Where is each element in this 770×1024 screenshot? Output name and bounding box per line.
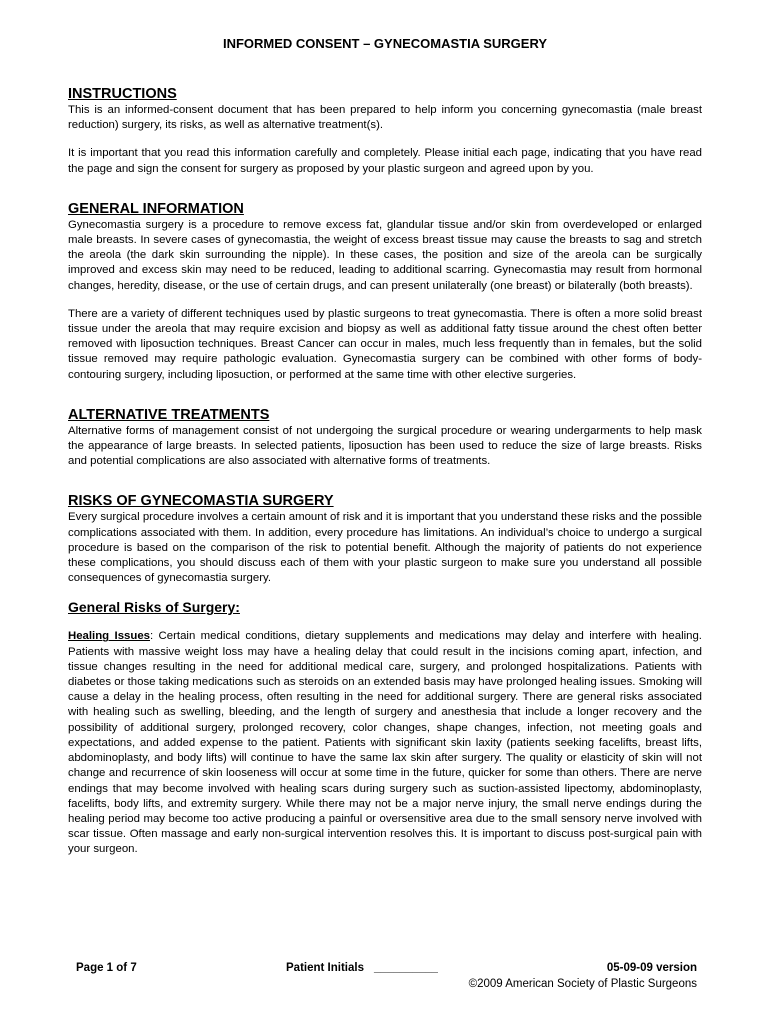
general-information-paragraph-1: Gynecomastia surgery is a procedure to remove excess fat, glandular tissue and/or skin from overdeveloped or enlarged male breasts. In severe cases of gynecomastia, the weight of excess breast tissue may cause the breasts to sag and stretch the areola (the dark skin surrounding the nipple). In these cases, the position and size of the areola can be surgically improved and excess skin may need to be reduced, leading to additional scarring. Gynecomastia may result from hormonal changes, heredity, disease, or the use of certain drugs, and can present unilaterally (one breast) or bilaterally (both breasts).: [68, 218, 702, 292]
healing-issues-paragraph: [68, 629, 702, 857]
risks-heading: RISKS OF GYNECOMASTIA SURGERY: [68, 493, 334, 510]
document-title: INFORMED CONSENT – GYNECOMASTIA SURGERY: [222, 36, 548, 51]
patient-initials: [286, 962, 438, 974]
patient-initials-label: Patient Initials: [286, 962, 364, 974]
risks-paragraph: Every surgical procedure involves a certain amount of risk and it is important that you understand these risks and the possible complications associated with them. In addition, every procedure has limitations. An individual’s choice to undergo a surgical procedure is based on the comparison of the risk to potential benefit. Although the majority of patients do not experience these complications, you should discuss each of them with your plastic surgeon to make sure you understand all possible consequences of gynecomastia surgery.: [68, 511, 702, 585]
healing-issues-label: Healing Issues: [68, 630, 150, 643]
patient-initials-blank[interactable]: __________: [373, 962, 438, 974]
instructions-paragraph-1: This is an informed-consent document that has been prepared to help inform you concerning gynecomastia (male breast reduction) surgery, its risks, as well as alternative treatment(s).: [68, 104, 702, 132]
alternative-treatments-heading: ALTERNATIVE TREATMENTS: [68, 406, 270, 423]
copyright-notice: ©2009 American Society of Plastic Surgeons: [468, 978, 697, 990]
alternative-treatments-section: [68, 407, 702, 470]
instructions-heading: INSTRUCTIONS: [68, 86, 177, 102]
general-risks-section: [68, 599, 702, 857]
document-body: [68, 86, 702, 858]
general-information-heading: GENERAL INFORMATION: [68, 200, 244, 217]
instructions-paragraph-2: It is important that you read this information carefully and completely. Please initial each page, indicating that you have read the page and sign the consent for surgery as proposed by your plastic surgeon and agreed upon by you.: [68, 147, 702, 175]
general-risks-heading: General Risks of Surgery:: [68, 599, 240, 616]
page-number: Page 1 of 7: [76, 962, 137, 974]
healing-issues-text: : Certain medical conditions, dietary supplements and medications may delay and interfere with healing. Patients with massive weight loss may have a healing delay that could result in the incisions coming apart, infection, and tissue changes resulting in the need for additional medical care, surgery, and prolonged hospitalizations. Patients with diabetes or those taking medications such as steroids on an extended basis may have prolonged healing issues. Smoking will cause a delay in the healing process, often resulting in the need for additional surgery. There are general risks associated with healing such as swelling, bleeding, and the length of surgery and anesthesia that include a longer recovery and the possibility of additional surgery, prolonged recovery, color changes, shape changes, infection, not meeting goals and expectations, and added expense to the patient. Patients with significant skin laxity (patients seeking facelifts, breast lifts, abdominoplasty, and body lifts) will continue to have the same lax skin after surgery. The quality or elasticity of skin will not change and recurrence of skin looseness will occur at some time in the future, quicker for some than others. There are nerve endings that may become involved with healing scars during surgery such as suction-assisted lipectomy, abdominoplasty, facelifts, body lifts, and extremity surgery. While there may not be a major nerve injury, the small nerve endings during the healing period may become too active producing a painful or oversensitive area due to the small sensory nerve involved with scar tissue. Often massage and early non-surgical intervention resolves this. It is important to discuss post-surgical pain with your surgeon.: [68, 630, 702, 856]
general-information-section: [68, 201, 702, 383]
general-information-paragraph-2: There are a variety of different techniques used by plastic surgeons to treat gynecomastia. There is often a more solid breast tissue under the areola that may require excision and biopsy as well as additional fatty tissue around the chest often better removed with liposuction techniques. Breast Cancer can occur in males, much less frequently than in females, but the solid tissue removed may require pathologic evaluation. Gynecomastia surgery can be combined with other forms of body-contouring surgery, including liposuction, or performed at the same time with other elective surgeries.: [68, 307, 702, 381]
version-label: 05-09-09 version: [606, 962, 697, 974]
alternative-treatments-paragraph: Alternative forms of management consist of not undergoing the surgical procedure or wearing undergarments to help mask the appearance of large breasts. In selected patients, liposuction has been used to reduce the size of large breasts. Risks and potential complications are also associated with alternative forms of treatments.: [68, 424, 702, 468]
instructions-section: [68, 86, 702, 177]
risks-section: [68, 493, 702, 586]
